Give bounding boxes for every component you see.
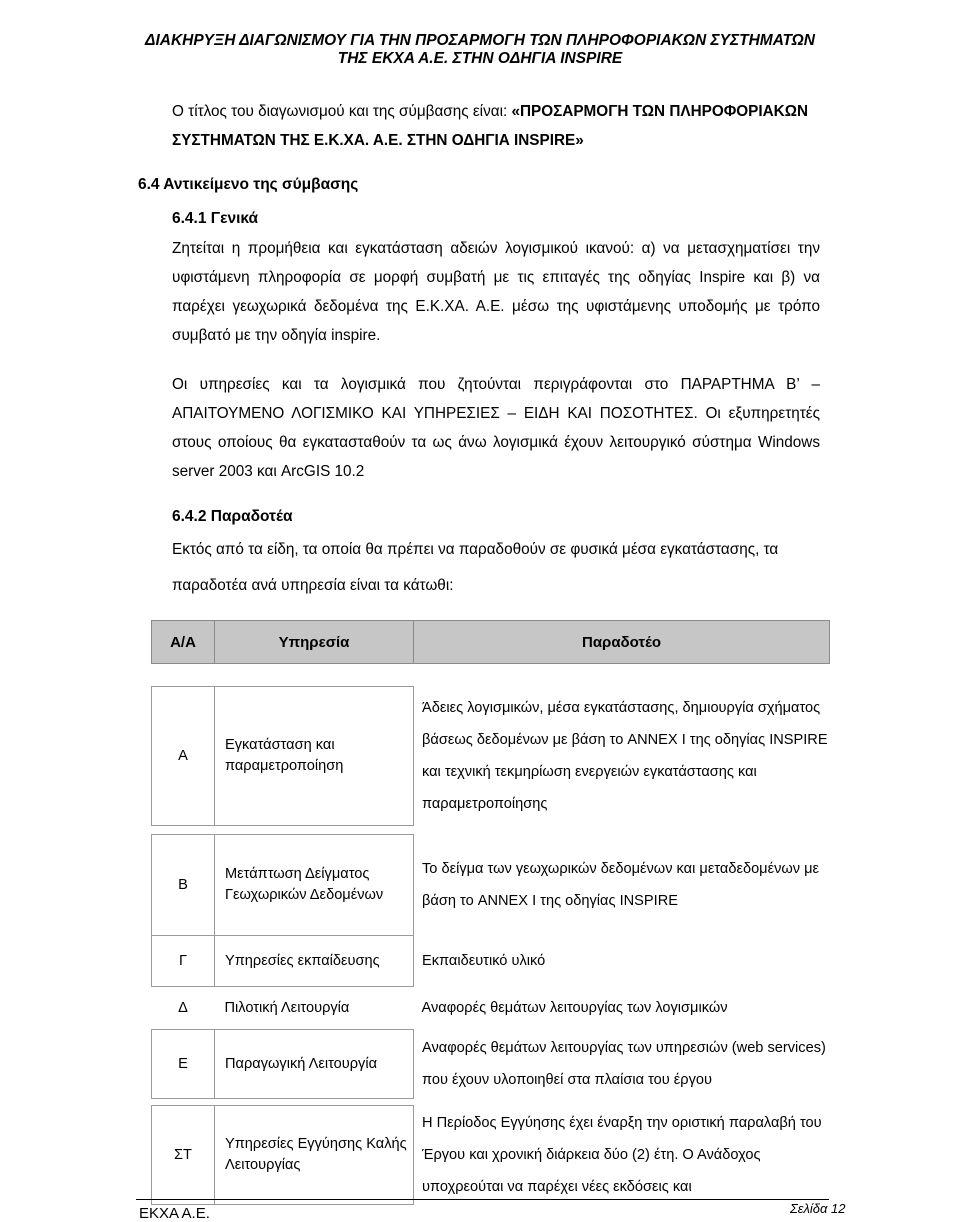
header-service: Υπηρεσία: [215, 621, 414, 664]
row-aa: ΣΤ: [152, 1106, 215, 1205]
row-deliverable: Εκπαιδευτικό υλικό: [422, 953, 546, 969]
row-service: Μετάπτωση Δείγματος Γεωχωρικών Δεδομένων: [215, 835, 414, 936]
subsection-heading-general: 6.4.1 Γενικά: [172, 210, 259, 227]
row-aa: Ε: [152, 1030, 215, 1099]
header-deliverable: Παραδοτέο: [414, 621, 830, 664]
table-row: [152, 835, 830, 936]
row-aa: Β: [152, 835, 215, 936]
table-header-row: [152, 621, 830, 664]
row-deliverable: Αναφορές θεμάτων λειτουργίας των λογισμικών: [421, 1000, 728, 1016]
row-service: Υπηρεσίες Εγγύησης Καλής Λειτουργίας: [215, 1106, 414, 1205]
running-header-line-1: ΔΙΑΚΗΡΥΞΗ ΔΙΑΓΩΝΙΣΜΟΥ ΓΙΑ ΤΗΝ ΠΡΟΣΑΡΜΟΓΗ ΤΩΝ ΠΛΗΡΟΦΟΡΙΑΚΩΝ ΣΥΣΤΗΜΑΤΩΝ: [145, 32, 815, 49]
general-paragraph-1: Ζητείται η προμήθεια και εγκατάσταση αδειών λογισμικού ικανού: α) να μετασχηματίσει την υφιστάμενη πληροφορία σε μορφή συμβατή με τις επιταγές της οδηγίας Inspire και β) να παρέχει γεωχωρικά δεδομένα της Ε.Κ.ΧΑ. Α.Ε. μέσω της υφιστάμενης υποδομής με τρόπο συμβατό με την οδηγία inspire.: [172, 240, 820, 344]
deliverables-table: [151, 620, 830, 1205]
header-aa: Α/Α: [152, 621, 215, 664]
intro-paragraph: [172, 97, 832, 155]
table-row: [152, 987, 830, 1030]
section-heading: 6.4 Αντικείμενο της σύμβασης: [138, 176, 359, 193]
table-row: [152, 687, 830, 826]
table-row: [152, 1030, 830, 1099]
general-paragraph-2: Οι υπηρεσίες και τα λογισμικά που ζητούνται περιγράφονται στο ΠΑΡΑΡΤΗΜΑ Β’ – ΑΠΑΙΤΟΥΜΕΝΟ ΛΟΓΙΣΜΙΚΟ ΚΑΙ ΥΠΗΡΕΣΙΕΣ – ΕΙΔΗ ΚΑΙ ΠΟΣΟΤΗΤΕΣ. Οι εξυπηρετητές στους οποίους θα εγκατασταθούν τα ως άνω λογισμικά έχουν λειτουργικό σύστημα Windows server 2003 και ArcGIS 10.2: [172, 376, 820, 480]
running-header-line-2: ΤΗΣ ΕΚΧΑ Α.Ε. ΣΤΗΝ ΟΔΗΓΙΑ INSPIRE: [337, 50, 623, 67]
row-service: Παραγωγική Λειτουργία: [215, 1030, 414, 1099]
row-aa: Γ: [152, 936, 215, 987]
footer-company: ΕΚΧΑ Α.Ε.: [139, 1205, 210, 1222]
row-deliverable: Το δείγμα των γεωχωρικών δεδομένων και μεταδεδομένων με βάση το ANNEX I της οδηγίας INSPIRE: [422, 861, 820, 909]
footer-divider: [136, 1199, 829, 1200]
intro-prefix: Ο τίτλος του διαγωνισμού και της σύμβασης είναι:: [172, 103, 512, 120]
footer-page-number: Σελίδα 12: [790, 1201, 846, 1216]
row-service: Υπηρεσίες εκπαίδευσης: [215, 936, 414, 987]
subsection-heading-deliverables: 6.4.2 Παραδοτέα: [172, 508, 293, 525]
deliverables-intro: Εκτός από τα είδη, τα οποία θα πρέπει να παραδοθούν σε φυσικά μέσα εγκατάστασης, τα παραδοτέα ανά υπηρεσία είναι τα κάτωθι:: [172, 541, 779, 594]
contract-title: «ΠΡΟΣΑΡΜΟΓΗ ΤΩΝ ΠΛΗΡΟΦΟΡΙΑΚΩΝ ΣΥΣΤΗΜΑΤΩΝ ΤΗΣ Ε.Κ.ΧΑ. Α.Ε. ΣΤΗΝ ΟΔΗΓΙΑ INSPIRE»: [172, 103, 809, 149]
row-deliverable: Η Περίοδος Εγγύησης έχει έναρξη την οριστική παραλαβή του Έργου και χρονική διάρκεια δύο (2) έτη. Ο Ανάδοχος υποχρεούται να παρέχει νέες εκδόσεις και: [422, 1115, 822, 1195]
row-deliverable: Αναφορές θεμάτων λειτουργίας των υπηρεσιών (web services) που έχουν υλοποιηθεί στα πλαίσια του έργου: [422, 1040, 826, 1088]
table-row: [152, 1106, 830, 1205]
row-aa: Α: [152, 687, 215, 826]
row-aa: Δ: [178, 1000, 188, 1016]
row-service: Πιλοτική Λειτουργία: [224, 999, 350, 1016]
row-deliverable: Άδειες λογισμικών, μέσα εγκατάστασης, δημιουργία σχήματος βάσεως δεδομένων με βάση το ANNEX I της οδηγίας INSPIRE και τεχνική τεκμηρίωση ενεργειών εγκατάστασης και παραμετροποίησης: [422, 700, 828, 812]
row-service: Εγκατάσταση και παραμετροποίηση: [215, 687, 414, 826]
table-row: [152, 936, 830, 987]
